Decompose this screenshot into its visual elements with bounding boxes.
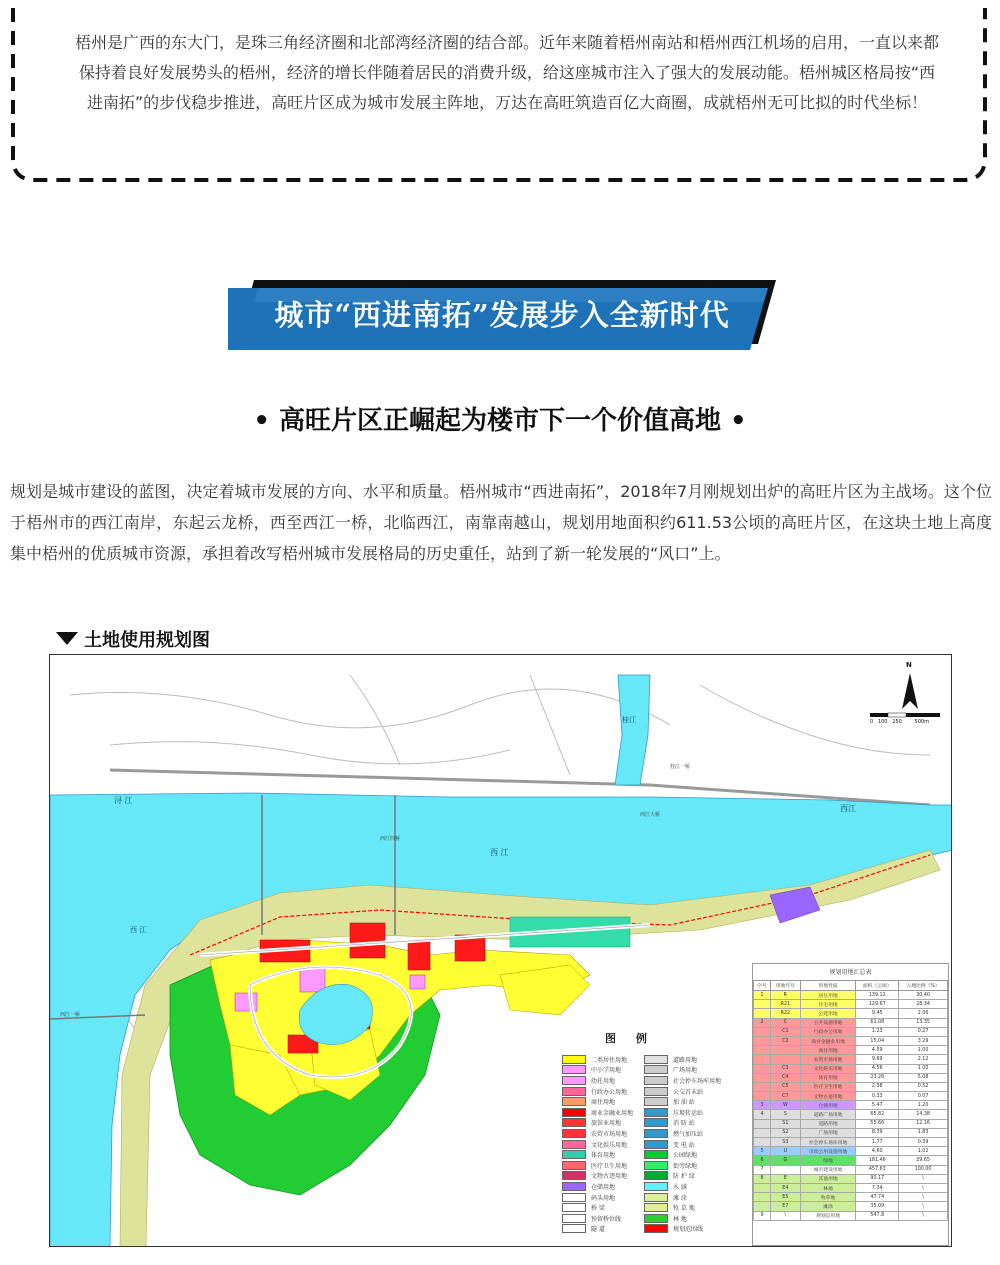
summary-cell: 滩涂 (800, 1202, 856, 1211)
summary-cell: 39.65 (899, 1156, 948, 1165)
summary-cell: 1.77 (856, 1138, 899, 1147)
map-scale: 0 100 250 500m (870, 719, 929, 725)
summary-cell: 5.08 (899, 1073, 948, 1082)
legend-swatch (562, 1118, 586, 1127)
legend-label: 二类居住用地 (591, 1056, 628, 1064)
summary-row (754, 1147, 948, 1156)
legend-swatch (562, 1203, 586, 1212)
legend-swatch (562, 1108, 586, 1117)
summary-cell: W (770, 1101, 800, 1110)
summary-row (754, 1156, 948, 1165)
legend-swatch (644, 1087, 668, 1096)
legend-label: 垃圾转运站 (673, 1109, 704, 1117)
legend-label: 医疗卫生用地 (591, 1162, 628, 1170)
map-label-river-north: 桂江 (622, 716, 636, 724)
summary-row (754, 1036, 948, 1045)
summary-row (754, 1027, 948, 1036)
legend-swatch (562, 1097, 586, 1106)
legend-swatch (562, 1087, 586, 1096)
summary-cell: 市政公用设施用地 (800, 1147, 856, 1156)
summary-cell: 100.00 (899, 1165, 948, 1174)
summary-cell: 181.46 (856, 1156, 899, 1165)
summary-cell: 规划总用地 (800, 1211, 856, 1220)
legend-item (562, 1096, 633, 1107)
legend-swatch (562, 1129, 586, 1138)
summary-cell (770, 1055, 800, 1064)
legend-label: 广场用地 (673, 1067, 698, 1075)
map-label-river-east: 西江 (840, 804, 856, 813)
legend-swatch (562, 1182, 586, 1191)
legend-label: 码头用地 (591, 1194, 616, 1202)
summary-cell: 2.38 (856, 1082, 899, 1091)
legend-item (562, 1075, 633, 1086)
legend-swatch (562, 1214, 586, 1223)
body-paragraph: 规划是城市建设的蓝图，决定着城市发展的方向、水平和质量。梧州城市“西进南拓”，2018年7月刚规划出炉的高旺片区为主战场。这个位于梧州市的西江南岸，东起云龙桥，西至西江一桥，北临西江，南靠南越山，规划用地面积约611.53公顷的高旺片区，在这块土地上高度集中梧州的优质城市资源，承担着改写梧州城市发展格局的历史重任，站到了新一轮发展的“风口”上。 (10, 482, 992, 563)
summary-cell: 其他用地 (800, 1174, 856, 1183)
summary-cell: S2 (770, 1128, 800, 1137)
legend-swatch (562, 1171, 586, 1180)
summary-cell: 商住用地 (800, 1046, 856, 1055)
summary-cell: 0.52 (899, 1082, 948, 1091)
summary-cell: 457.63 (856, 1165, 899, 1174)
summary-row (754, 1165, 948, 1174)
land-summary-table (752, 963, 949, 1246)
summary-row (754, 1193, 948, 1202)
summary-header-cell: 序号 (754, 981, 771, 991)
summary-cell (754, 1183, 771, 1192)
triangle-down-icon (56, 632, 78, 645)
map-label-bridge-center: 西江四桥 (380, 836, 401, 842)
summary-cell: E7 (770, 1202, 800, 1211)
legend-label: 水 域 (673, 1183, 687, 1191)
legend-swatch (562, 1065, 586, 1074)
summary-cell: \ (899, 1211, 948, 1220)
summary-cell: 28.34 (899, 1000, 948, 1009)
legend-label: 公交首末站 (673, 1088, 704, 1096)
summary-cell: 道路用地 (800, 1119, 856, 1128)
summary-cell: 2.12 (899, 1055, 948, 1064)
summary-cell: S1 (770, 1119, 800, 1128)
legend-swatch (644, 1193, 668, 1202)
summary-cell: 绿地 (800, 1156, 856, 1165)
summary-cell: 23.26 (856, 1073, 899, 1082)
legend-item (644, 1224, 721, 1235)
legend-item (562, 1065, 633, 1076)
summary-cell: 55.66 (856, 1119, 899, 1128)
legend-label: 预留桥位线 (591, 1215, 622, 1223)
summary-cell: 9 (754, 1211, 771, 1220)
summary-header-cell: 用地代号 (770, 981, 800, 991)
legend-item (644, 1181, 721, 1192)
map-label-bridge-east: 西江大桥 (640, 812, 661, 818)
summary-cell: 5 (754, 1147, 771, 1156)
summary-cell: 医疗卫生用地 (800, 1082, 856, 1091)
legend-label: 消 防 站 (673, 1120, 695, 1128)
summary-row (754, 1183, 948, 1192)
legend-swatch (644, 1150, 668, 1159)
summary-cell: 仓储用地 (800, 1101, 856, 1110)
summary-cell: 商业金融业用地 (800, 1036, 856, 1045)
summary-title: 规划用地汇总表 (829, 969, 872, 976)
legend-swatch (562, 1150, 586, 1159)
summary-cell: C7 (770, 1092, 800, 1101)
summary-cell (770, 1165, 800, 1174)
summary-grid (753, 980, 948, 1221)
summary-cell: 居住用地 (800, 991, 856, 1000)
summary-cell: S3 (770, 1138, 800, 1147)
legend-item (644, 1096, 721, 1107)
summary-row (754, 1128, 948, 1137)
legend-label: 林 地 (673, 1215, 687, 1223)
summary-cell: 行政办公用地 (800, 1027, 856, 1036)
summary-cell: 1.02 (899, 1147, 948, 1156)
summary-header-cell: 用地性质 (800, 981, 856, 991)
summary-cell: 4.60 (856, 1147, 899, 1156)
legend-item (562, 1181, 633, 1192)
summary-cell: 公建用地 (800, 1009, 856, 1018)
summary-cell (754, 1000, 771, 1009)
map-label-river-center: 西 江 (490, 848, 509, 857)
summary-row (754, 1082, 948, 1091)
summary-cell: C2 (770, 1036, 800, 1045)
summary-cell: 社会停车场库用地 (800, 1138, 856, 1147)
summary-cell (754, 1046, 771, 1055)
legend-item (644, 1054, 721, 1065)
legend-swatch (562, 1224, 586, 1233)
summary-cell: 9.45 (856, 1009, 899, 1018)
legend-label: 加 油 站 (673, 1099, 695, 1107)
summary-cell: 2.06 (899, 1009, 948, 1018)
summary-cell: 9.69 (856, 1055, 899, 1064)
summary-cell: 1.00 (899, 1046, 948, 1055)
summary-cell: 1.83 (899, 1128, 948, 1137)
summary-cell: 3.29 (899, 1036, 948, 1045)
legend-label: 道路用地 (673, 1056, 698, 1064)
summary-row (754, 1138, 948, 1147)
summary-row (754, 1046, 948, 1055)
legend-item (562, 1192, 633, 1203)
legend-swatch (644, 1171, 668, 1180)
summary-cell: \ (899, 1193, 948, 1202)
summary-cell: 4.59 (856, 1046, 899, 1055)
legend-label: 行政办公用地 (591, 1088, 628, 1096)
map-label-bridge-north: 桂江一桥 (670, 764, 691, 770)
legend-item (562, 1086, 633, 1097)
summary-cell: R21 (770, 1000, 800, 1009)
map-label-bridge-west: 西江一桥 (60, 1012, 81, 1018)
summary-cell: 7 (754, 1165, 771, 1174)
summary-cell: 文物古迹用地 (800, 1092, 856, 1101)
summary-cell: S (770, 1110, 800, 1119)
summary-cell: 3 (754, 1101, 771, 1110)
legend-label: 变 电 站 (673, 1141, 695, 1149)
summary-cell: 6 (754, 1156, 771, 1165)
summary-cell: 12.16 (899, 1119, 948, 1128)
legend-item (644, 1065, 721, 1076)
legend-item (644, 1160, 721, 1171)
summary-cell (754, 1092, 771, 1101)
summary-cell (754, 1009, 771, 1018)
legend-item (562, 1160, 633, 1171)
summary-cell: 129.67 (856, 1000, 899, 1009)
summary-row (754, 1110, 948, 1119)
map-caption (56, 626, 210, 652)
intro-text: 梧州是广西的东大门，是珠三角经济圈和北部湾经济圈的结合部。近年来随着梧州南站和梧州西江机场的启用，一直以来都保持着良好发展势头的梧州，经济的增长伴随着居民的消费升级，给这座城市注入了强大的发展动能。梧州城区格局按“西进南拓”的步伐稳步推进，高旺片区成为城市发展主阵地，万达在高旺筑造百亿大商圈，成就梧州无可比拟的时代坐标！ (74, 33, 939, 112)
legend-label: 牧 草 地 (673, 1205, 695, 1213)
legend-label: 燃气加压站 (673, 1130, 704, 1138)
summary-cell: 文化娱乐用地 (800, 1064, 856, 1073)
summary-cell: 1.00 (899, 1064, 948, 1073)
summary-row (754, 1009, 948, 1018)
summary-cell: \ (899, 1183, 948, 1192)
legend-swatch (644, 1065, 668, 1074)
legend-swatch (644, 1224, 668, 1233)
summary-cell: 5.47 (856, 1101, 899, 1110)
summary-cell: C5 (770, 1082, 800, 1091)
summary-cell: 城市建设用地 (800, 1165, 856, 1174)
legend-label: 文物古迹用地 (591, 1173, 628, 1181)
intro-box (10, 8, 988, 184)
legend-swatch (562, 1076, 586, 1085)
legend-item (562, 1107, 633, 1118)
north-arrow-icon: N (906, 661, 912, 669)
summary-row (754, 991, 948, 1000)
summary-cell: 0.33 (856, 1092, 899, 1101)
summary-row (754, 1101, 948, 1110)
legend-label: 商住用地 (591, 1099, 616, 1107)
summary-cell: 2 (754, 1018, 771, 1027)
summary-cell: 13.35 (899, 1018, 948, 1027)
summary-cell: 61.08 (856, 1018, 899, 1027)
legend-label: 幼托用地 (591, 1077, 616, 1085)
summary-cell: 15.04 (856, 1036, 899, 1045)
summary-cell: 139.12 (856, 991, 899, 1000)
legend-label: 商业金融业用地 (591, 1109, 634, 1117)
legend-swatch (562, 1193, 586, 1202)
summary-cell (754, 1036, 771, 1045)
summary-cell: C (770, 1018, 800, 1027)
legend-swatch (644, 1097, 668, 1106)
legend-label: 体育用地 (591, 1152, 616, 1160)
summary-header-cell: 面积（公顷） (856, 981, 899, 991)
summary-cell: 547.8 (856, 1211, 899, 1220)
summary-cell: 30.40 (899, 991, 948, 1000)
summary-cell: 65.82 (856, 1110, 899, 1119)
summary-cell: R (770, 991, 800, 1000)
map-label-river-sw: 西 江 (130, 926, 147, 934)
summary-row (754, 1064, 948, 1073)
summary-row (754, 1202, 948, 1211)
summary-cell: 农贸市场用地 (800, 1055, 856, 1064)
legend-swatch (562, 1161, 586, 1170)
legend-label: 公园绿地 (673, 1152, 698, 1160)
summary-cell: 90.17 (856, 1174, 899, 1183)
legend-item (562, 1149, 633, 1160)
summary-cell: 体育用地 (800, 1073, 856, 1082)
summary-cell: 0.27 (899, 1027, 948, 1036)
summary-cell (754, 1138, 771, 1147)
summary-row (754, 1119, 948, 1128)
map-label-river-west: 浔 江 (114, 796, 133, 805)
summary-row (754, 1211, 948, 1220)
legend-item (644, 1149, 721, 1160)
summary-cell (754, 1082, 771, 1091)
summary-cell: C3 (770, 1064, 800, 1073)
summary-cell: 4 (754, 1110, 771, 1119)
summary-cell: 广场用地 (800, 1128, 856, 1137)
summary-cell (754, 1202, 771, 1211)
summary-cell: 35.09 (856, 1202, 899, 1211)
legend-item (562, 1213, 633, 1224)
summary-cell: \ (899, 1174, 948, 1183)
legend-item (644, 1213, 721, 1224)
legend-item (562, 1224, 633, 1235)
summary-cell: 牧草地 (800, 1193, 856, 1202)
legend-item (562, 1202, 633, 1213)
legend-swatch (644, 1129, 668, 1138)
banner-title: 城市“西进南拓”发展步入全新时代 (274, 298, 730, 332)
legend-label: 滩 涂 (673, 1194, 687, 1202)
legend-item (644, 1107, 721, 1118)
legend-label: 旅馆业用地 (591, 1120, 622, 1128)
summary-row (754, 1092, 948, 1101)
summary-cell: U (770, 1147, 800, 1156)
summary-cell: 47.74 (856, 1193, 899, 1202)
legend-label: 仓储用地 (591, 1183, 616, 1191)
legend-swatch (644, 1203, 668, 1212)
summary-cell: 0.07 (899, 1092, 948, 1101)
legend-item (562, 1171, 633, 1182)
legend-item (644, 1139, 721, 1150)
legend-label: 桥 梁 (591, 1205, 605, 1213)
summary-cell: 7.34 (856, 1183, 899, 1192)
legend-label: 社会停车场库用地 (673, 1077, 722, 1085)
summary-cell: 4.56 (856, 1064, 899, 1073)
legend-label: 中小学用地 (591, 1067, 622, 1075)
summary-cell: 14.38 (899, 1110, 948, 1119)
legend-label: 隧 道 (591, 1226, 605, 1234)
legend-item (644, 1171, 721, 1182)
summary-cell (770, 1046, 800, 1055)
summary-cell: G (770, 1156, 800, 1165)
legend-item (644, 1075, 721, 1086)
summary-row (754, 1073, 948, 1082)
legend-title: 图 例 (605, 1032, 655, 1045)
map-caption-text: 土地使用规划图 (84, 630, 210, 651)
section-subtitle: • 高旺片区正崛起为楼市下一个价值高地 • (253, 406, 747, 436)
summary-cell: 1.23 (856, 1027, 899, 1036)
legend-swatch (644, 1140, 668, 1149)
legend-swatch (644, 1108, 668, 1117)
summary-cell (754, 1064, 771, 1073)
legend-label: 文化娱乐用地 (591, 1141, 628, 1149)
summary-row (754, 1000, 948, 1009)
legend-swatch (644, 1182, 668, 1191)
legend-right (644, 1054, 721, 1234)
summary-cell: E4 (770, 1183, 800, 1192)
legend-left (562, 1054, 633, 1234)
summary-cell (754, 1073, 771, 1082)
summary-cell (754, 1119, 771, 1128)
legend-item (562, 1128, 633, 1139)
summary-cell: E5 (770, 1193, 800, 1202)
summary-cell: 住宅用地 (800, 1000, 856, 1009)
section-banner (228, 280, 776, 350)
legend-swatch (644, 1214, 668, 1223)
legend-swatch (644, 1055, 668, 1064)
summary-cell: C1 (770, 1027, 800, 1036)
summary-cell: 1.20 (899, 1101, 948, 1110)
legend-item (644, 1202, 721, 1213)
summary-cell: 8.39 (856, 1128, 899, 1137)
summary-header-row (754, 981, 948, 991)
summary-cell: 道路广场用地 (800, 1110, 856, 1119)
summary-cell (754, 1055, 771, 1064)
legend-item (644, 1128, 721, 1139)
legend-label: 规划范围线 (673, 1226, 704, 1234)
summary-cell (754, 1193, 771, 1202)
legend-label: 农贸市场用地 (591, 1130, 628, 1138)
summary-cell: 0.39 (899, 1138, 948, 1147)
legend-item (562, 1118, 633, 1129)
summary-cell: 公共设施用地 (800, 1018, 856, 1027)
legend-swatch (644, 1161, 668, 1170)
legend-label: 防 护 绿 (673, 1173, 695, 1181)
summary-cell: 8 (754, 1174, 771, 1183)
summary-cell: C4 (770, 1073, 800, 1082)
summary-cell (754, 1128, 771, 1137)
legend-item (562, 1054, 633, 1065)
legend-label: 街旁绿地 (673, 1162, 698, 1170)
legend-item (644, 1086, 721, 1097)
legend-item (644, 1192, 721, 1203)
legend-item (562, 1139, 633, 1150)
summary-header-cell: 占地比例（%） (899, 981, 948, 991)
legend-swatch (644, 1076, 668, 1085)
summary-row (754, 1018, 948, 1027)
summary-row (754, 1174, 948, 1183)
legend-swatch (562, 1055, 586, 1064)
summary-cell: E (770, 1174, 800, 1183)
summary-cell: 林地 (800, 1183, 856, 1192)
summary-cell: R22 (770, 1009, 800, 1018)
legend-swatch (644, 1118, 668, 1127)
legend-item (644, 1118, 721, 1129)
summary-row (754, 1055, 948, 1064)
legend-swatch (562, 1140, 586, 1149)
summary-cell: \ (899, 1202, 948, 1211)
summary-cell: \ (770, 1211, 800, 1220)
summary-cell: 1 (754, 991, 771, 1000)
summary-cell (754, 1027, 771, 1036)
